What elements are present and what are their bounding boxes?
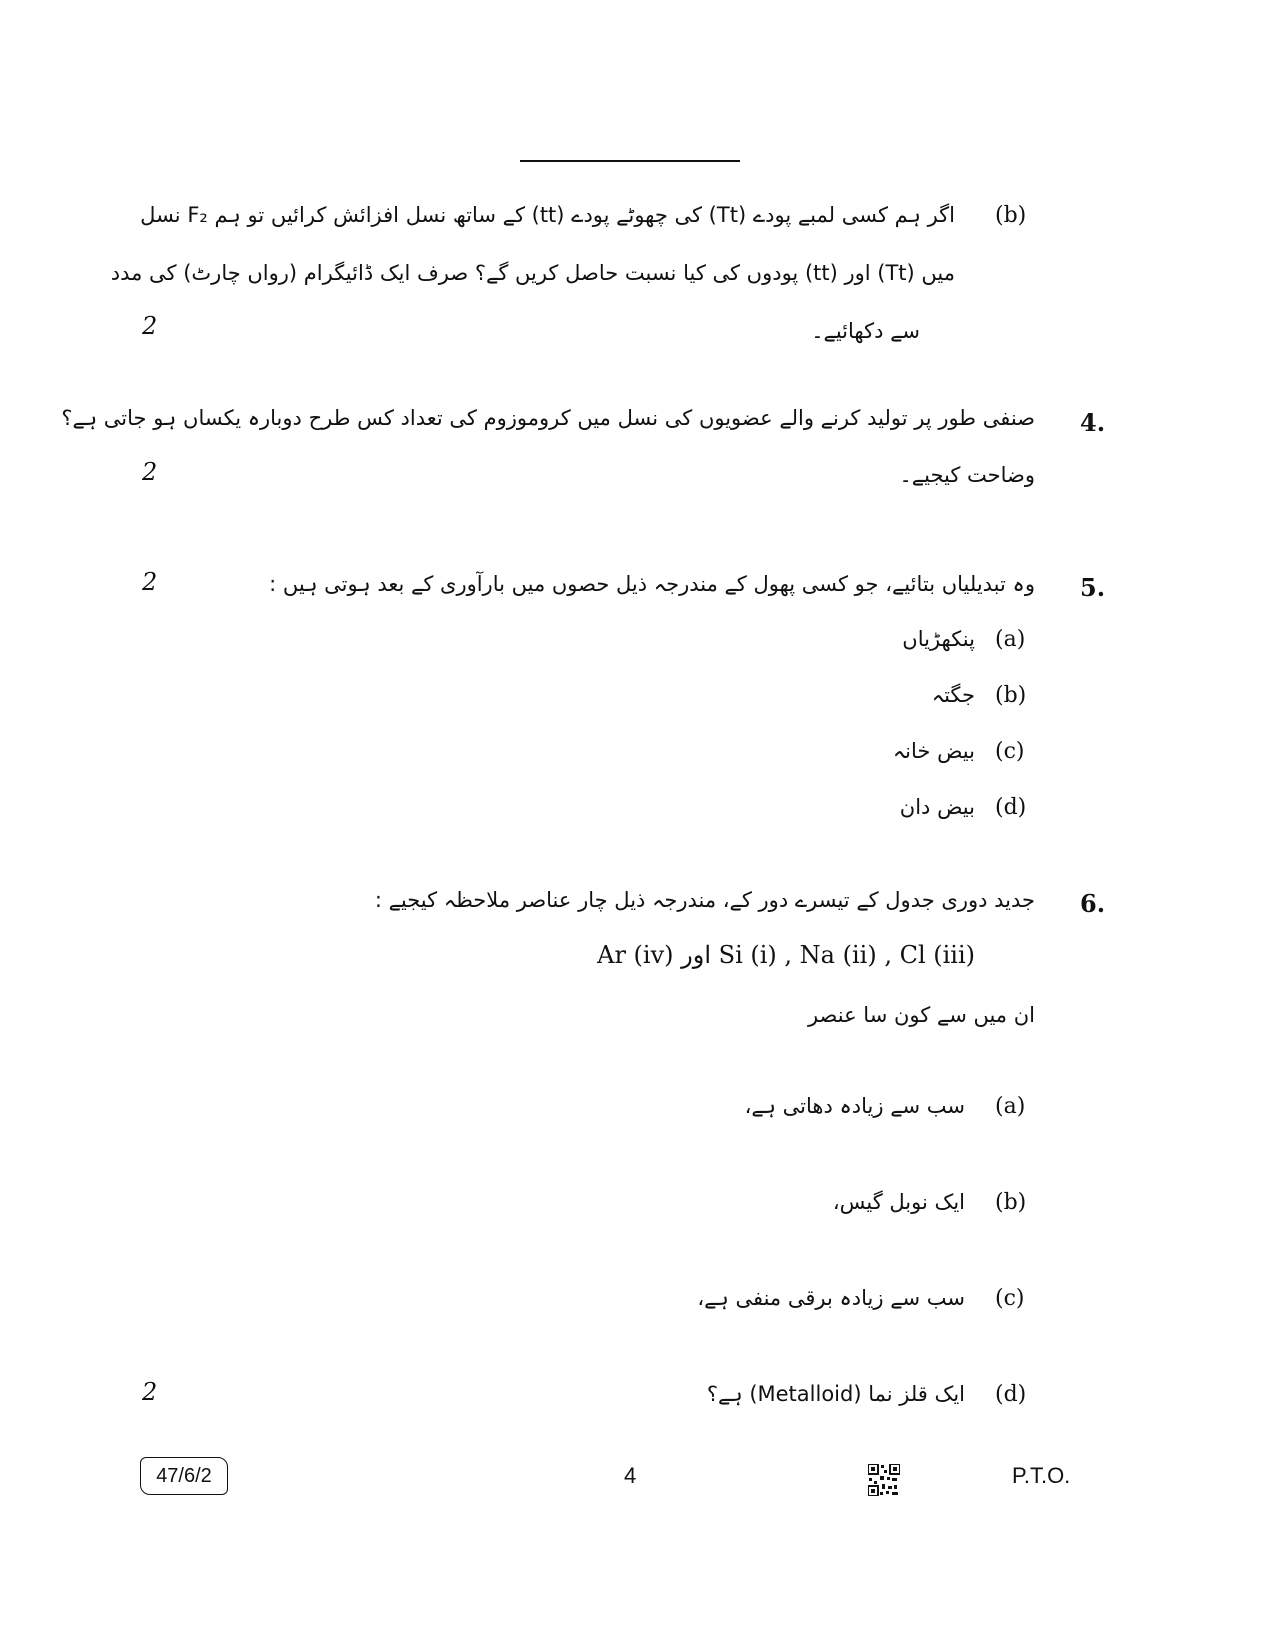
q6-option-c-text: سب سے زیادہ برقی منفی ہے، — [697, 1286, 965, 1310]
q5-stem: وہ تبدیلیاں بتائیے، جو کسی پھول کے مندرجہ ذیل حصوں میں بارآوری کے بعد ہوتی ہیں : — [269, 572, 1035, 596]
qr-code-icon — [868, 1464, 900, 1496]
q5-option-b-text: جگتہ — [931, 683, 975, 707]
q4-number: 4. — [1080, 408, 1106, 437]
q6-option-a-label: (a) — [995, 1094, 1026, 1119]
q4-marks: 2 — [142, 458, 158, 486]
q5-option-c-label: (c) — [995, 739, 1025, 764]
q6-option-d-text: ایک قلز نما (Metalloid) ہے؟ — [706, 1382, 965, 1406]
q6-option-b-label: (b) — [995, 1190, 1027, 1215]
top-rule — [520, 160, 740, 162]
q3b-line-1: اگر ہم کسی لمبے پودے (Tt) کی چھوٹے پودے (tt) کے ساتھ نسل افزائش کرائیں تو ہم F₂ نسل — [140, 203, 955, 227]
q5-option-d-text: بیض دان — [899, 795, 975, 819]
q6-number: 6. — [1080, 889, 1106, 918]
q5-number: 5. — [1080, 573, 1106, 602]
q6-option-b-text: ایک نوبل گیس، — [832, 1190, 965, 1214]
q6-elements: Si (i) , Na (ii) , Cl (iii) اور Ar (iv) — [597, 941, 975, 969]
page-number: 4 — [624, 1463, 637, 1488]
q6-stem: جدید دوری جدول کے تیسرے دور کے، مندرجہ ذیل چار عناصر ملاحظہ کیجیے : — [374, 888, 1035, 912]
q5-option-d-label: (d) — [995, 795, 1027, 820]
q3b-label: (b) — [995, 203, 1027, 228]
q6-option-a-text: سب سے زیادہ دھاتی ہے، — [744, 1094, 965, 1118]
q5-option-a-label: (a) — [995, 627, 1026, 652]
q6-question: ان میں سے کون سا عنصر — [807, 1003, 1035, 1027]
paper-code: 47/6/2 — [140, 1457, 228, 1495]
q4-line-1: صنفی طور پر تولید کرنے والے عضویوں کی نسل میں کروموزوم کی تعداد کس طرح دوبارہ یکساں ہو جاتی ہے؟ — [61, 406, 1035, 430]
q3b-marks: 2 — [142, 312, 158, 340]
q3b-line-3: سے دکھائیے۔ — [811, 319, 920, 343]
q4-line-2: وضاحت کیجیے۔ — [899, 463, 1035, 487]
q5-option-a-text: پنکھڑیاں — [902, 627, 975, 651]
q6-option-c-label: (c) — [995, 1286, 1025, 1311]
q6-option-d-label: (d) — [995, 1382, 1027, 1407]
q5-option-b-label: (b) — [995, 683, 1027, 708]
pto-label: P.T.O. — [1012, 1463, 1071, 1488]
q5-marks: 2 — [142, 568, 158, 596]
q3b-line-2: میں (Tt) اور (tt) پودوں کی کیا نسبت حاصل کریں گے؟ صرف ایک ڈائیگرام (رواں چارٹ) کی مدد — [110, 261, 955, 285]
q6-marks: 2 — [142, 1378, 158, 1406]
q5-option-c-text: بیض خانہ — [892, 739, 975, 763]
